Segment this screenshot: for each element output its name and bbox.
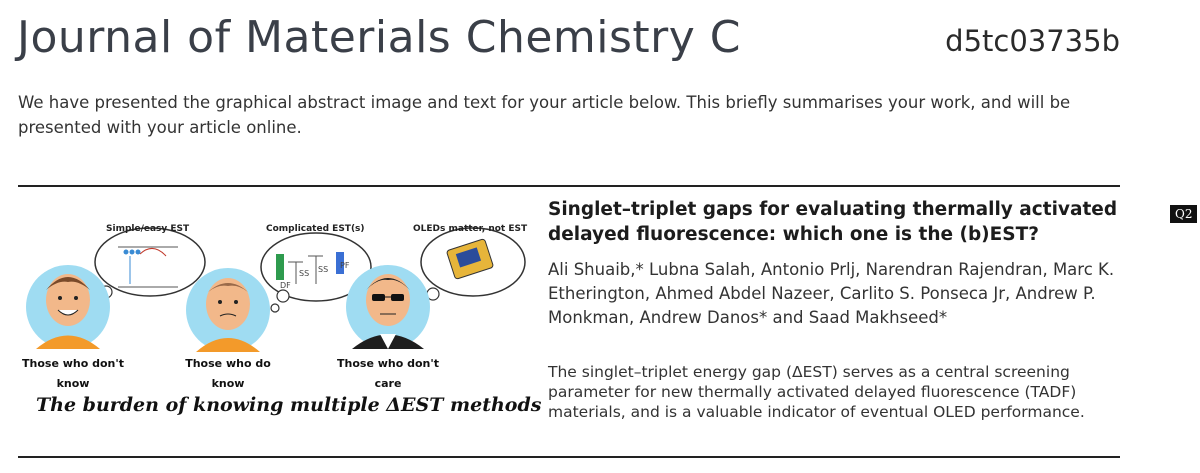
thought-label-2: Complicated EST(s) bbox=[266, 224, 365, 234]
intro-text: We have presented the graphical abstract image and text for your article below. This briefly summarises your work, and will be presented with your article online. bbox=[18, 93, 1071, 137]
svg-text:SS: SS bbox=[318, 265, 329, 274]
top-rule bbox=[18, 185, 1120, 187]
person-2-caption-line1: Those who do bbox=[185, 357, 271, 370]
graphical-abstract bbox=[18, 192, 542, 452]
svg-text:DF: DF bbox=[280, 281, 291, 290]
thought-bubble-1 bbox=[92, 228, 205, 308]
person-3-caption bbox=[333, 354, 443, 394]
svg-text:SS: SS bbox=[299, 269, 310, 278]
person-1-caption bbox=[18, 354, 128, 394]
bottom-rule bbox=[18, 456, 1120, 458]
person-3-avatar bbox=[346, 265, 430, 349]
svg-text:PF: PF bbox=[340, 261, 350, 270]
thought-bubble-3 bbox=[419, 228, 525, 310]
manuscript-id: d5tc03735b bbox=[945, 24, 1120, 58]
graphical-abstract-art bbox=[18, 192, 528, 352]
thought-label-1: Simple/easy EST bbox=[106, 224, 190, 234]
person-2-avatar bbox=[186, 268, 270, 352]
person-1-avatar bbox=[26, 265, 110, 349]
journal-title: Journal of Materials Chemistry C bbox=[17, 12, 741, 63]
article-title: Singlet–triplet gaps for evaluating thermally activated delayed fluorescence: which one is the (b)EST? bbox=[548, 199, 1118, 245]
person-1-caption-line2: know bbox=[56, 377, 90, 390]
graphical-abstract-caption: The burden of knowing multiple ΔEST methods bbox=[36, 394, 542, 416]
article-abstract: The singlet–triplet energy gap (ΔEST) serves as a central screening parameter for new thermally activated delayed fluorescence (TADF) materials, and is a valuable indicator of eventual OLED performance. bbox=[548, 363, 1085, 421]
person-3-caption-line1: Those who don't bbox=[337, 357, 439, 370]
person-2-caption bbox=[173, 354, 283, 394]
query-badge[interactable]: Q2 bbox=[1170, 205, 1197, 223]
person-2-caption-line2: know bbox=[211, 377, 245, 390]
person-3-caption-line2: care bbox=[374, 377, 402, 390]
article-authors: Ali Shuaib,* Lubna Salah, Antonio Prlj, Narendran Rajendran, Marc K. Etherington, Ahmed Abdel Nazeer, Carlito S. Ponseca Jr, Andrew P. Monkman, Andrew Danos* and Saad Makhseed* bbox=[548, 260, 1115, 327]
person-1-caption-line1: Those who don't bbox=[22, 357, 124, 370]
thought-label-3: OLEDs matter, not EST bbox=[413, 224, 528, 234]
